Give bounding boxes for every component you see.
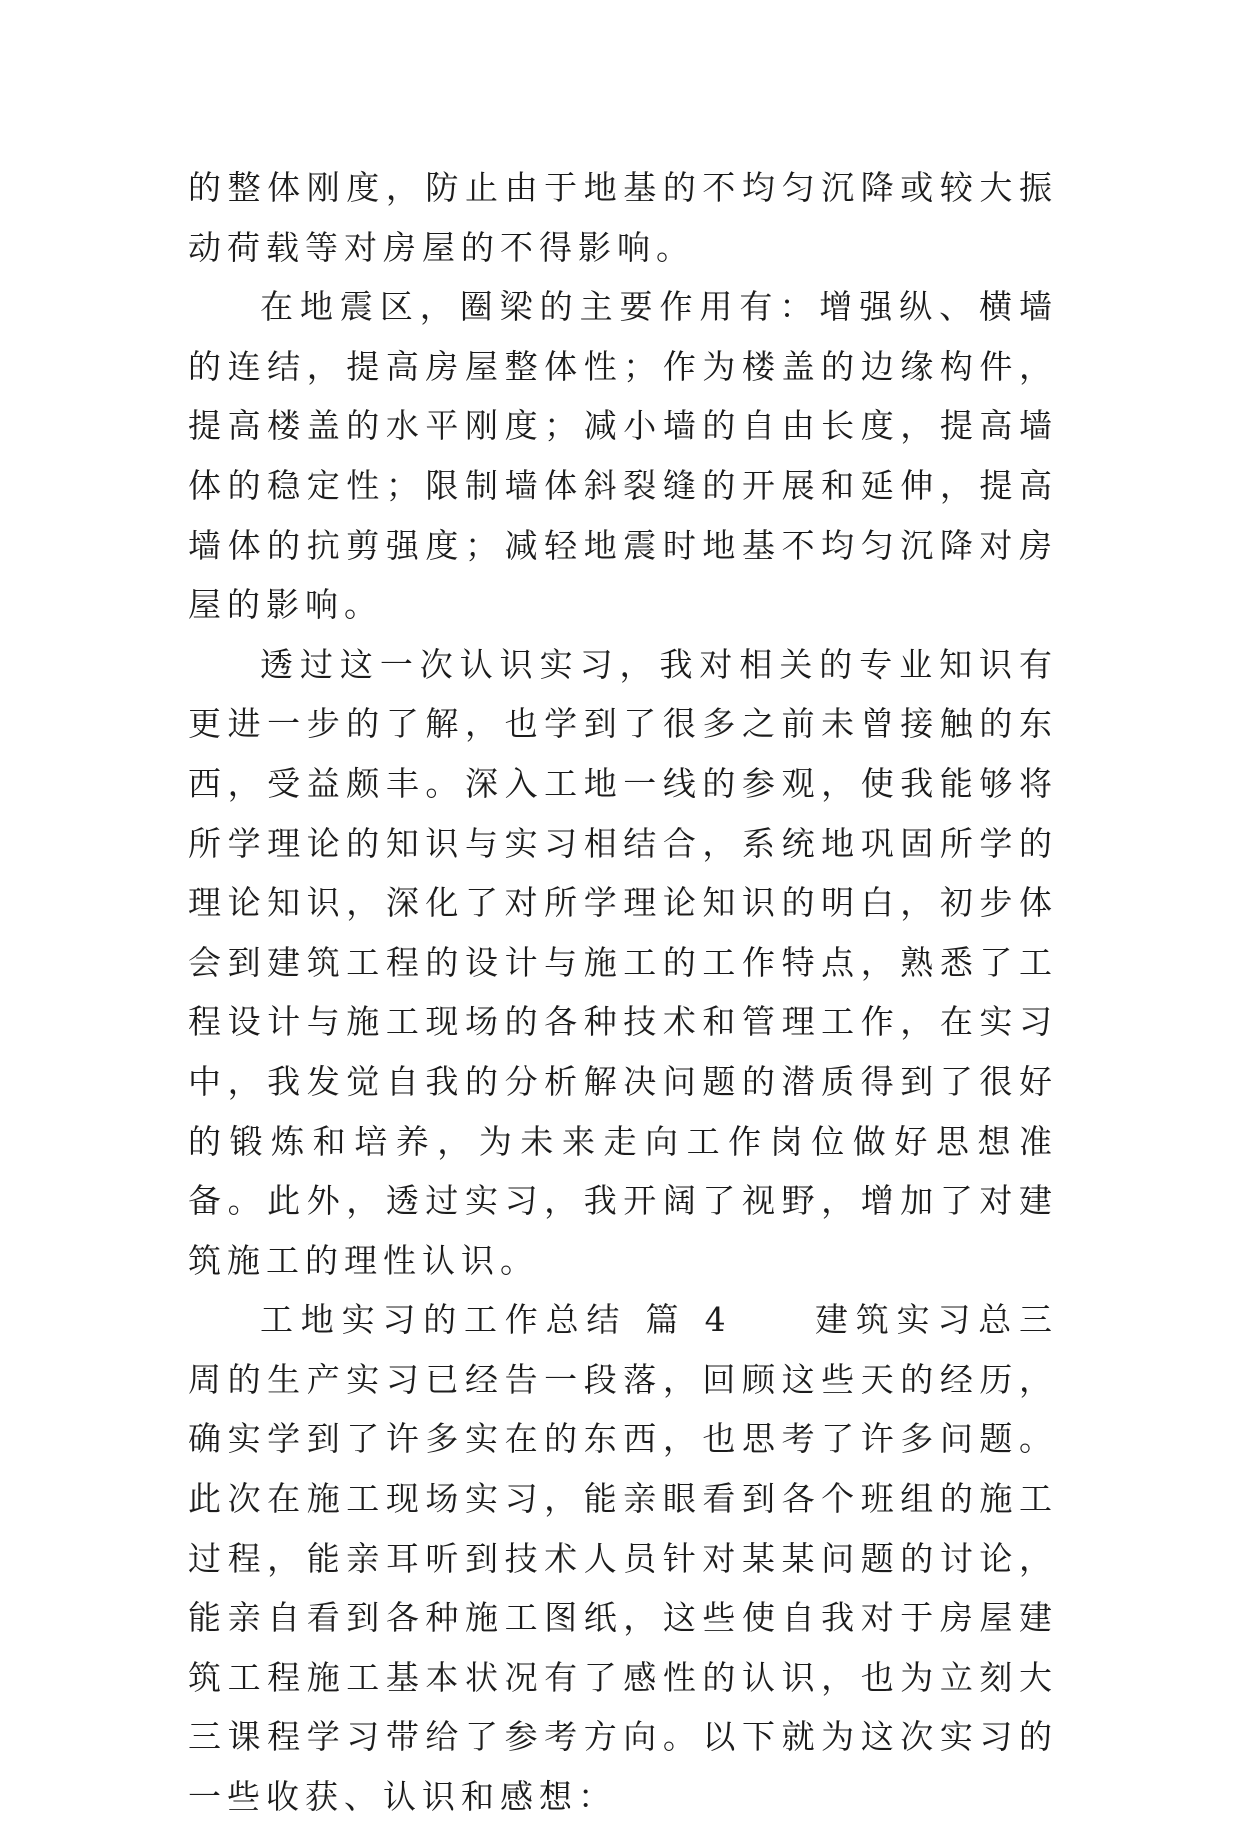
body-text xyxy=(188,158,1058,1827)
paragraph-4: 工地实习的工作总结 篇 4 建筑实习总三周的生产实习已经告一段落，回顾这些天的经历，确实学到了许多实在的东西，也思考了许多问题。此次在施工现场实习，能亲眼看到各个班组的施工过程，能亲耳听到技术人员针对某某问题的讨论，能亲自看到各种施工图纸，这些使自我对于房屋建筑工程施工基本状况有了感性的认识，也为立刻大三课程学习带给了参考方向。以下就为这次实习的一些收获、认识和感想： xyxy=(188,1300,1058,1817)
paragraph-1: 的整体刚度，防止由于地基的不均匀沉降或较大振动荷载等对房屋的不得影响。 xyxy=(188,168,1058,267)
paragraph-3: 透过这一次认识实习，我对相关的专业知识有更进一步的了解，也学到了很多之前未曾接触的东西，受益颇丰。深入工地一线的参观，使我能够将所学理论的知识与实习相结合，系统地巩固所学的理论知识，深化了对所学理论知识的明白，初步体会到建筑工程的设计与施工的工作特点，熟悉了工程设计与施工现场的各种技术和管理工作，在实习中，我发觉自我的分析解决问题的潜质得到了很好的锻炼和培养，为未来走向工作岗位做好思想准备。此外，透过实习，我开阔了视野，增加了对建筑施工的理性认识。 xyxy=(188,644,1058,1280)
paragraph-2: 在地震区，圈梁的主要作用有：增强纵、横墙的连结，提高房屋整体性；作为楼盖的边缘构件，提高楼盖的水平刚度；减小墙的自由长度，提高墙体的稳定性；限制墙体斜裂缝的开展和延伸，提高墙体的抗剪强度；减轻地震时地基不均匀沉降对房屋的影响。 xyxy=(188,287,1058,625)
